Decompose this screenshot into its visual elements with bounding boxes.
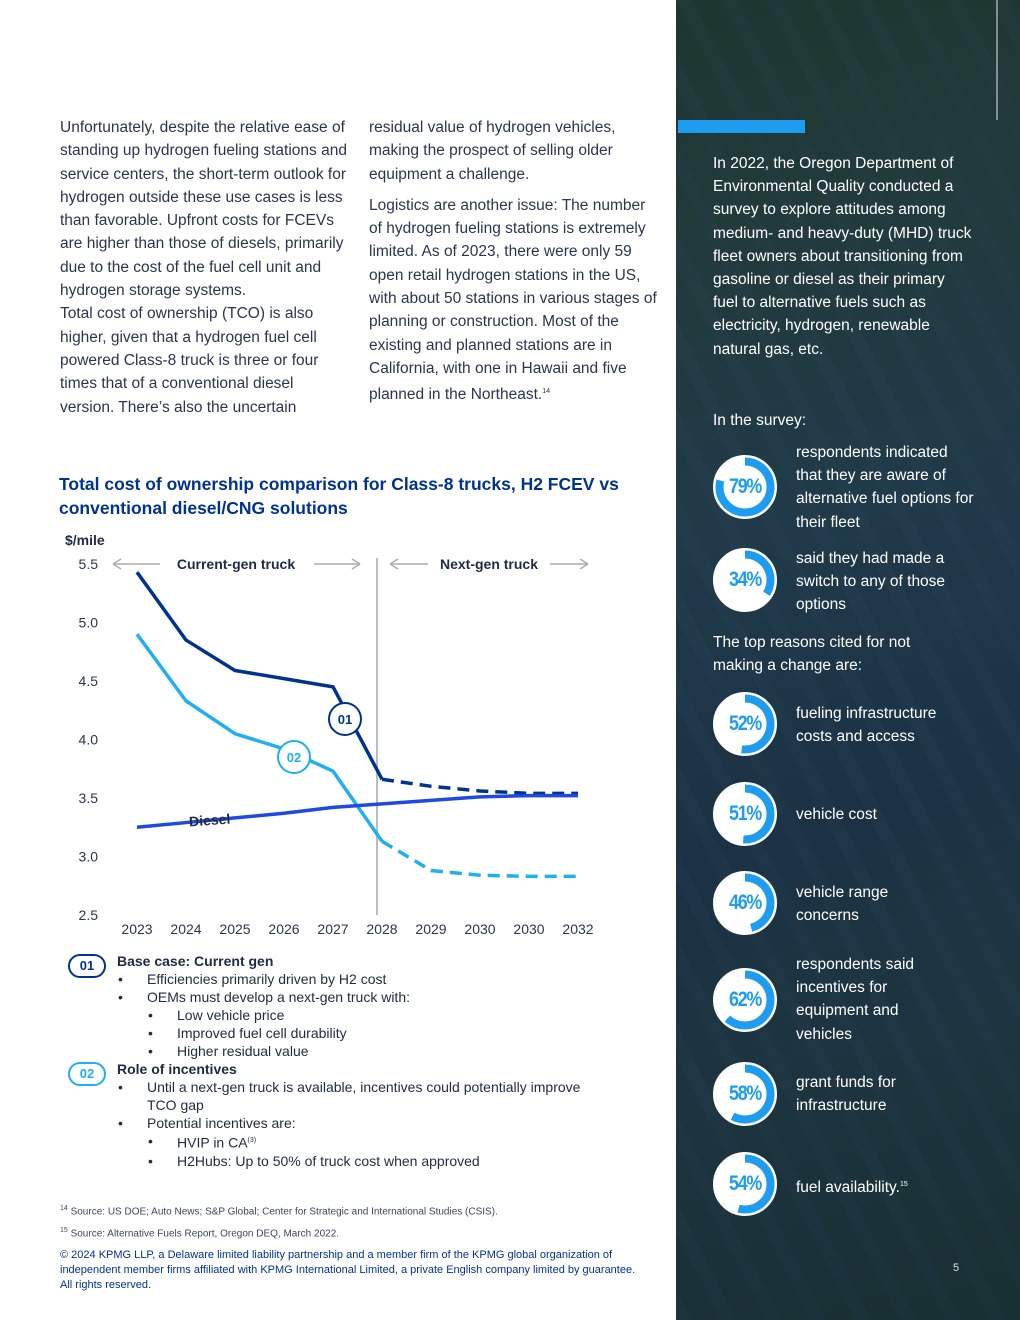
note-heading: Role of incentives [117, 1061, 237, 1077]
stat-label: said they had made a switch to any of those options [796, 550, 946, 614]
stat-percent: 54% [729, 1172, 761, 1195]
footnote-15 [60, 1221, 498, 1243]
power-pole-graphic [996, 0, 998, 120]
series-line-solid [137, 572, 382, 779]
body-paragraph [369, 194, 659, 407]
stat-percent: 62% [729, 988, 761, 1011]
footnote-ref: 14 [542, 388, 550, 396]
note-subitem: • Improved fuel cell durability [117, 1024, 628, 1042]
y-tick-label: 5.5 [78, 556, 98, 572]
stat-label: grant funds for infrastructure [796, 1074, 896, 1115]
body-paragraph: Total cost of ownership (TCO) is also higher, given that a hydrogen fuel cell powered Class-8 truck is three or four times that of a conventional diesel version. There’s also the uncertain [60, 305, 319, 416]
footnote-14 [60, 1199, 498, 1221]
stat-label [796, 1173, 976, 1199]
footnote-number: 14 [60, 1205, 68, 1212]
note-01 [68, 952, 628, 1060]
stat-item [713, 1062, 1003, 1126]
series-line-dashed [382, 779, 578, 793]
section-label-next: Next-gen truck [439, 556, 539, 572]
x-tick-label: 2032 [562, 921, 594, 937]
x-tick-label: 2026 [268, 921, 300, 937]
stat-label: fueling infrastructure costs and access [796, 705, 937, 746]
stat-percent: 34% [729, 568, 761, 591]
series-label-diesel: Diesel [188, 810, 231, 830]
stat-item [713, 444, 1003, 531]
stat-label: vehicle range concerns [796, 884, 889, 925]
page-number: 5 [953, 1262, 960, 1274]
survey-intro: In 2022, the Oregon Department of Environmental Quality conducted a survey to explore attitudes among medium- and heavy-duty (MHD) truck fleet owners about transitioning from gasoline or diesel as their primary fuel to alternative fuels such as electricity, hydrogen, renewable natural gas, etc. [713, 155, 972, 358]
stat-item [713, 871, 1003, 935]
stat-item [713, 782, 1003, 846]
body-column-2 [369, 116, 659, 415]
note-list [117, 970, 628, 1060]
footnote-ref: (3) [247, 1137, 257, 1144]
stat-label: vehicle cost [796, 806, 877, 823]
body-column-1 [60, 116, 350, 427]
note-item: • Efficiencies primarily driven by H2 cost [117, 970, 628, 988]
paragraph-text: Logistics are another issue: The number of hydrogen fueling stations is extremely limited. As of 2023, there were only 59 open retail hydrogen stations in the US, with about 50 stations in various stages of planning or construction. Most of the existing and planned stations are in California, with one in Hawaii and five planned in the Northeast. [369, 196, 657, 404]
stat-item [713, 956, 1003, 1043]
footnote-number: 15 [60, 1227, 68, 1235]
x-tick-label: 2023 [121, 921, 153, 937]
footnote-text: Source: US DOE; Auto News; S&P Global; Center for Strategic and International Studies (CSIS). [70, 1206, 498, 1218]
note-subitem [117, 1132, 628, 1152]
section-label-current: Current-gen truck [176, 556, 296, 572]
stat-item [713, 548, 1003, 612]
x-tick-label: 2030 [513, 921, 545, 937]
y-tick-label: 3.0 [78, 848, 98, 865]
body-paragraph: residual value of hydrogen vehicles, making the prospect of selling older equipment a challenge. [369, 119, 616, 183]
stat-label: respondents indicated that they are aware of alternative fuel options for their fleet [796, 444, 974, 531]
y-tick-label: 3.5 [78, 790, 98, 806]
stat-item [713, 1152, 1003, 1216]
survey-subheading: In the survey: [713, 412, 807, 429]
stat-percent: 46% [729, 891, 761, 914]
x-tick-label: 2025 [219, 921, 251, 937]
chart-notes [68, 952, 628, 1170]
y-tick-label: 2.5 [78, 907, 98, 923]
x-tick-label: 2027 [317, 921, 349, 937]
stat-label-text: fuel availability. [796, 1179, 900, 1197]
note-list [117, 1078, 628, 1170]
footnotes [60, 1199, 498, 1244]
chart-title: Total cost of ownership comparison for Class-8 trucks, H2 FCEV vs conventional diesel/CNG solutions [59, 474, 619, 518]
x-tick-label: 2030 [464, 921, 496, 937]
note-badge-02: 02 [68, 1062, 106, 1086]
series-line-dashed [382, 841, 578, 876]
note-02 [68, 1060, 628, 1170]
survey-sidebar [676, 0, 1020, 1320]
stat-item [713, 692, 1003, 756]
footnote-ref: 15 [899, 1181, 908, 1188]
note-badge-01: 01 [68, 954, 106, 978]
y-tick-label: 4.5 [78, 673, 98, 689]
series-label-02: 02 [286, 750, 302, 765]
y-axis-label: $/mile [65, 532, 105, 548]
accent-bar [678, 120, 805, 133]
note-heading: Base case: Current gen [117, 953, 274, 969]
y-tick-label: 4.0 [78, 731, 98, 748]
stat-label: respondents said incentives for equipment and vehicles [796, 956, 915, 1043]
stat-percent: 58% [729, 1082, 761, 1105]
stat-percent: 79% [729, 475, 761, 498]
x-tick-label: 2024 [170, 921, 202, 937]
note-subitem-text: HVIP in CA [177, 1134, 248, 1151]
body-paragraph: Unfortunately, despite the relative ease of standing up hydrogen fueling stations and service centers, the short-term outlook for hydrogen outside these use cases is less than favorable. Upfront costs for FCEVs are higher than those of diesels, primarily due to the cost of the fuel cell unit and hydrogen storage systems. [60, 119, 347, 300]
x-tick-label: 2028 [366, 921, 398, 937]
note-item: • Potential incentives are: [117, 1114, 628, 1132]
note-subitem: • Low vehicle price [117, 1006, 628, 1024]
stat-percent: 51% [729, 802, 761, 825]
tco-line-chart [50, 528, 610, 948]
series-label-01: 01 [337, 712, 353, 727]
note-subitem: • H2Hubs: Up to 50% of truck cost when approved [117, 1152, 628, 1170]
copyright-notice: © 2024 KPMG LLP, a Delaware limited liability partnership and a member firm of the KPMG global organization of independent member firms affiliated with KPMG International Limited, a private English company limited by guarantee. All rights reserved. [60, 1249, 636, 1291]
series-line-solid [137, 634, 382, 841]
note-item: • Until a next-gen truck is available, incentives could potentially improve TCO gap [117, 1078, 628, 1114]
reasons-intro: The top reasons cited for not making a change are: [713, 634, 911, 675]
x-tick-label: 2029 [415, 921, 447, 937]
note-item: • OEMs must develop a next-gen truck with: [117, 988, 628, 1006]
footnote-text: Source: Alternative Fuels Report, Oregon DEQ, March 2022. [70, 1228, 340, 1240]
note-subitem: • Higher residual value [117, 1042, 628, 1060]
stat-percent: 52% [729, 712, 761, 735]
y-tick-label: 5.0 [78, 614, 98, 631]
